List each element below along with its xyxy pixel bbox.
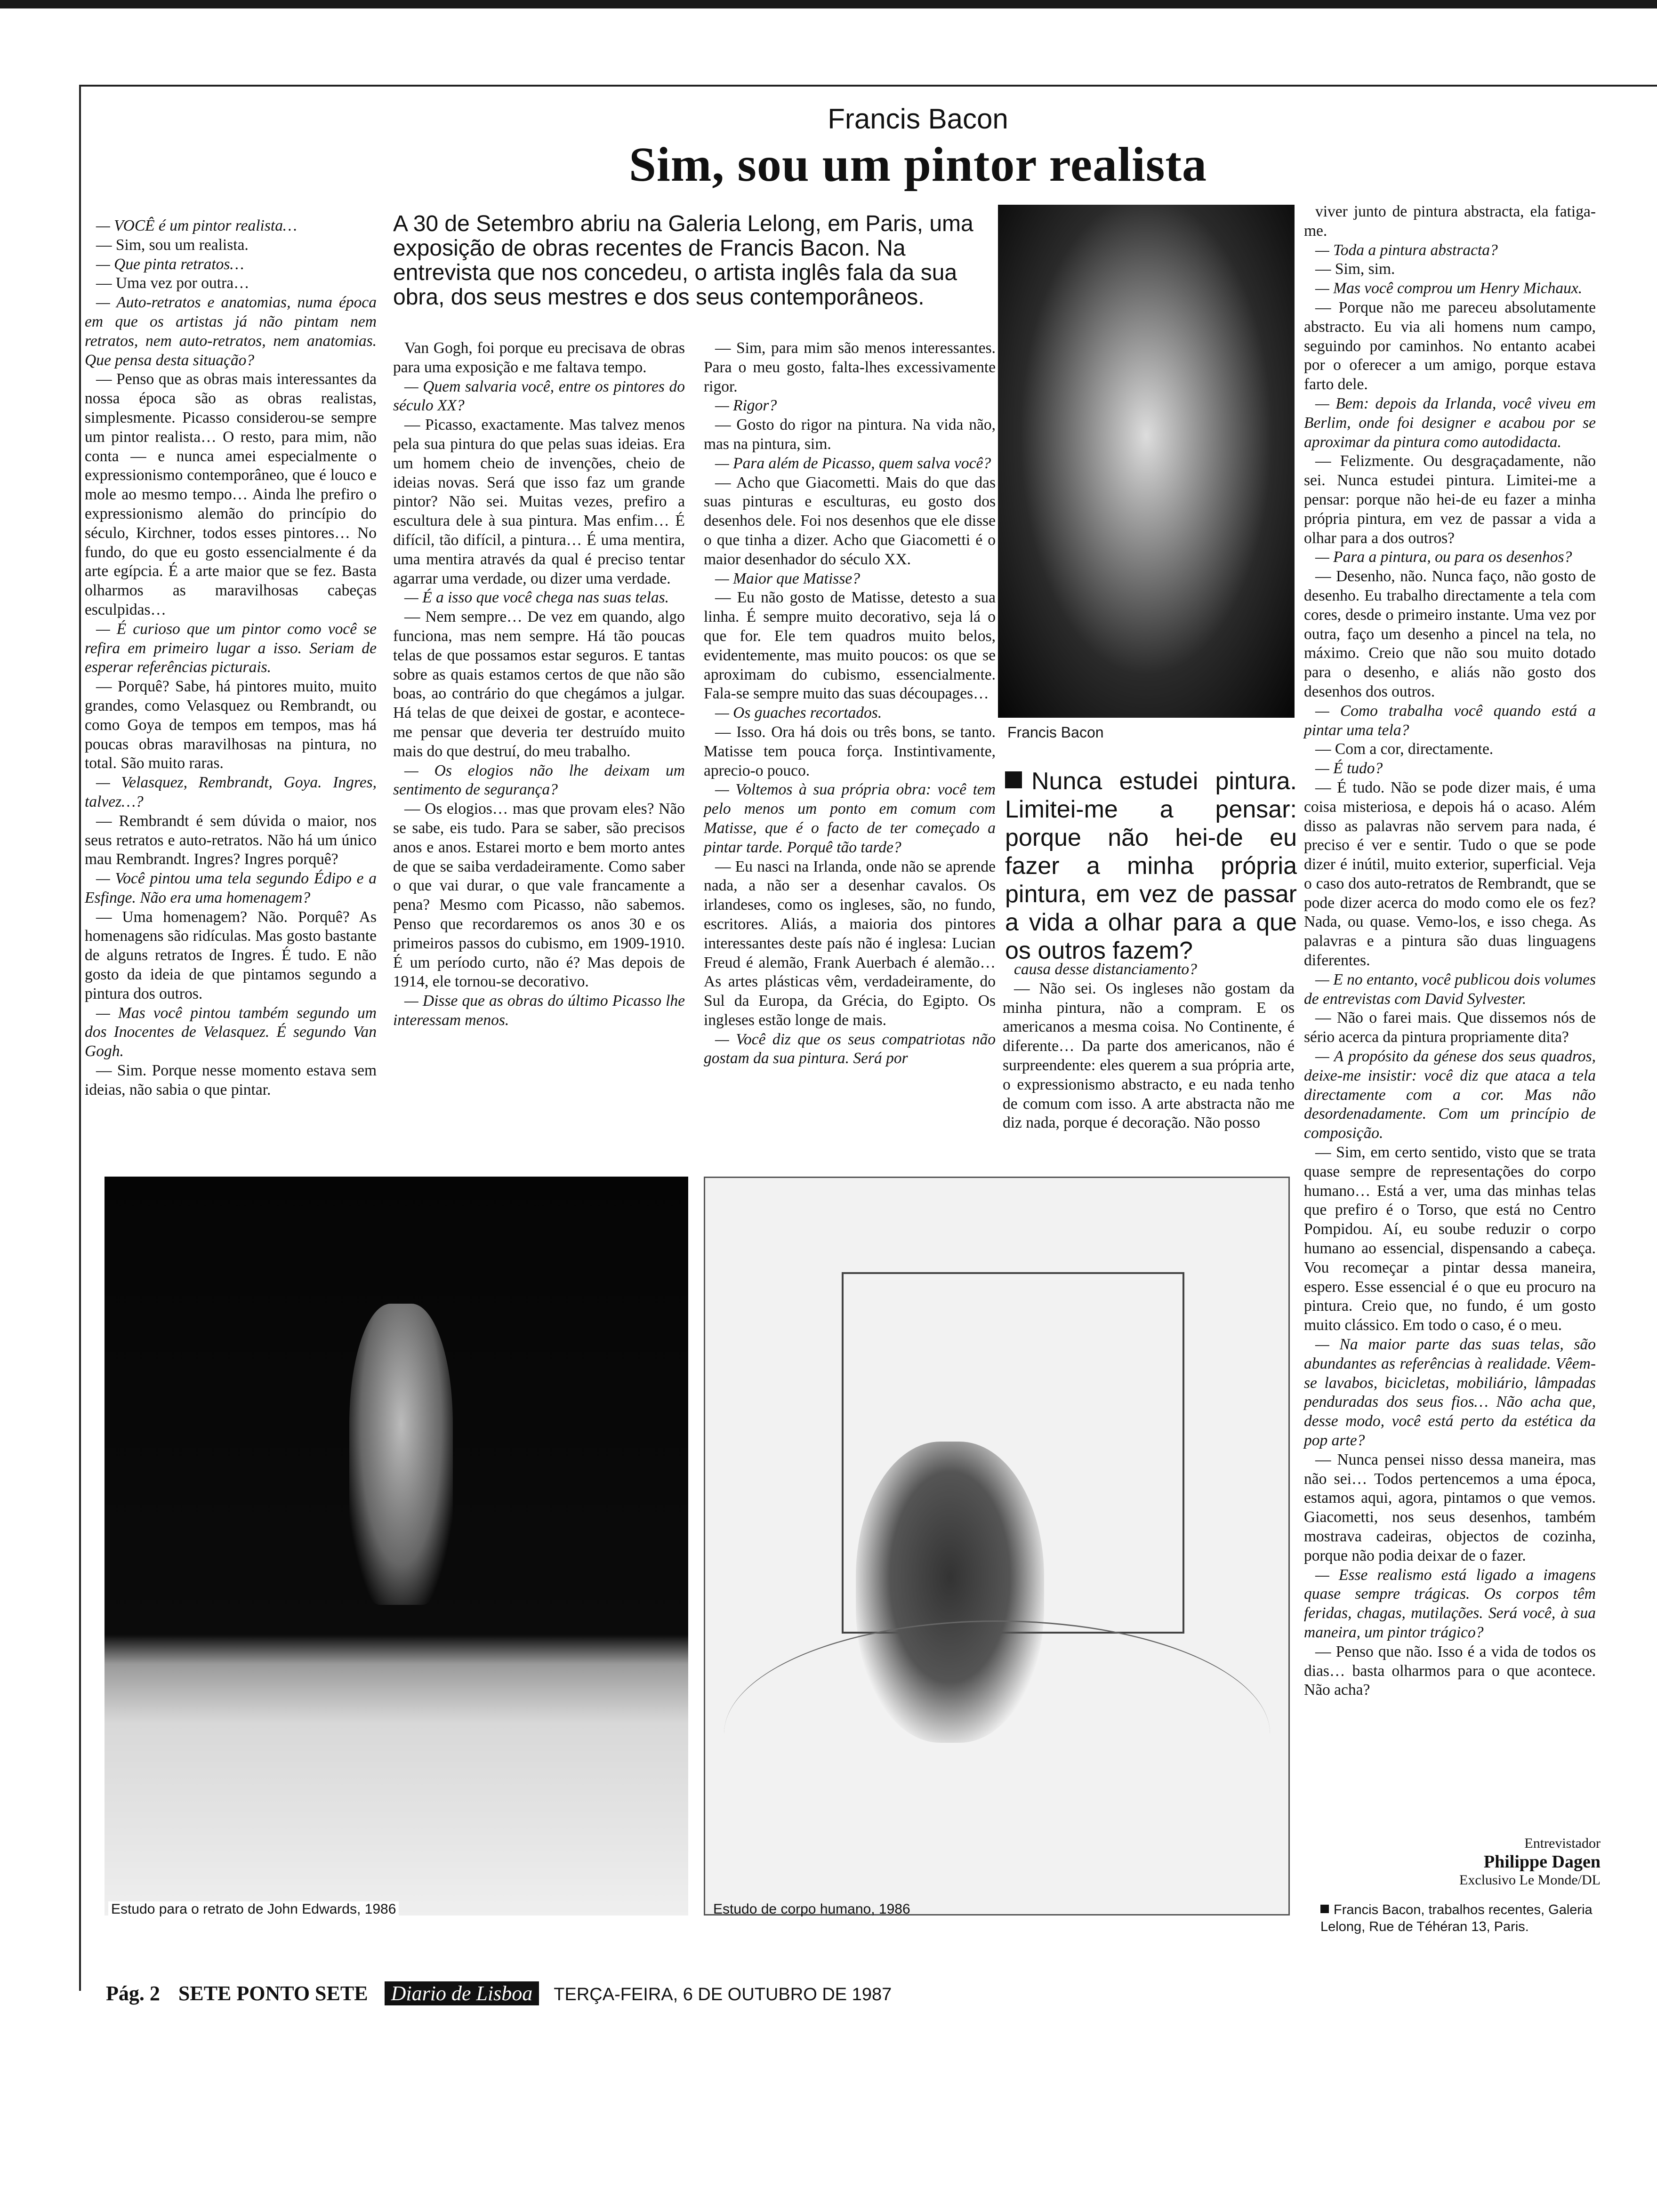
- credit-role: Entrevistador: [1524, 1835, 1601, 1851]
- credit-square-icon: [1320, 1905, 1329, 1913]
- paragraph: — Como trabalha você quando está a pintar uma tela?: [1304, 702, 1596, 739]
- paragraph: — Voltemos à sua própria obra: você tem pelo menos um ponto em comum com Matisse, que é o facto de ter começado a pintar tarde. Porquê tão tarde?: [704, 781, 996, 856]
- paragraph: — Toda a pintura abstracta?: [1315, 241, 1498, 259]
- newspaper-logo: Diario de Lisboa: [385, 1981, 539, 2005]
- top-rule: [0, 0, 1657, 8]
- issue-date: TERÇA-FEIRA, 6 DE OUTUBRO DE 1987: [554, 1985, 892, 2004]
- paragraph: — Não sei. Os ingleses não gostam da minha pintura, não a compram. E os americanos a mesma coisa. No Continente, é diferente… Da parte dos americanos, não é surpreendente: eles querem a sua própria arte, o expressionismo abstracto, e eu nada tenho de comum com isso. A arte abstracta não me diz nada, porque é decoração. Não posso: [1003, 979, 1295, 1132]
- photo-credit-text: Francis Bacon, trabalhos recentes, Galeria Lelong, Rue de Téhéran 13, Paris.: [1320, 1902, 1593, 1934]
- left-image-caption: Estudo para o retrato de John Edwards, 1986: [108, 1901, 399, 1917]
- page-footer: [106, 1981, 953, 2005]
- paragraph: — Mas você pintou também segundo um dos Inocentes de Velasquez. É segundo Van Gogh.: [85, 1004, 377, 1060]
- paragraph: — Você diz que os seus compatriotas não gostam da sua pintura. Será por: [704, 1030, 996, 1067]
- paragraph: — Sim, sou um realista.: [96, 236, 249, 254]
- paragraph: — Penso que as obras mais interessantes da nossa época são as obras realistas, simplesmente. Picasso considerou-se sempre um pintor realista… O resto, para mim, não conta — e nunca amei especialmente o expressionismo contemporâneo, que é louco e mole ao mesmo tempo… Ainda lhe prefiro o expressionismo alemão do princípio do século, Kirchner, todos esses pintores… No fundo, do que eu gosto essencialmente é da arte egípcia. É a arte maior que se fez. Basta olharmos as maravilhosas cabeças esculpidas…: [85, 370, 377, 618]
- interview-credit: [1318, 1835, 1601, 1888]
- credit-exclusive: Exclusivo Le Monde/DL: [1459, 1872, 1601, 1888]
- paragraph: — Quem salvaria você, entre os pintores do século XX?: [393, 377, 685, 415]
- section-name: SETE PONTO SETE: [178, 1982, 368, 2005]
- paragraph: — Que pinta retratos…: [96, 255, 244, 273]
- text-column-3: [704, 339, 996, 1068]
- paragraph: — Disse que as obras do último Picasso lhe interessam menos.: [393, 992, 685, 1029]
- article-kicker: Francis Bacon: [828, 103, 1008, 135]
- portrait-caption: Francis Bacon: [1007, 724, 1104, 741]
- paragraph: — Para além de Picasso, quem salva você?: [715, 454, 991, 472]
- paragraph: — E no entanto, você publicou dois volumes de entrevistas com David Sylvester.: [1304, 970, 1596, 1008]
- text-column-4: [1003, 960, 1295, 1133]
- paragraph: — Auto-retratos e anatomias, numa época em que os artistas já não pintam nem retratos, nem auto-retratos, nem anatomias. Que pensa desta situação?: [85, 294, 377, 369]
- pull-quote: [1005, 767, 1297, 965]
- paragraph: — Não o farei mais. Que dissemos nós de sério acerca da pintura propriamente dita?: [1304, 1009, 1596, 1046]
- paragraph: — Isso. Ora há dois ou três bons, se tanto. Matisse tem pouca força. Instintivamente, aprecio-o pouco.: [704, 723, 996, 779]
- paragraph: — É tudo. Não se pode dizer mais, é uma coisa misteriosa, e depois há o acaso. Além disso as palavras não servem para nada, é preciso é ver e sentir. Tudo o que se pode dizer é inútil, muito exterior, superficial. Veja o caso dos auto-retratos de Rembrandt, que se pode dizer acerca do modo como ele os fez? Nada, ou quase. Vemo-los, e isso chega. As palavras e a pintura são duas linguagens diferentes.: [1304, 778, 1596, 970]
- paragraph: — Os guaches recortados.: [715, 704, 882, 722]
- article-headline: Sim, sou um pintor realista: [629, 137, 1207, 192]
- painting-floor: [724, 1620, 1270, 1848]
- paragraph: — Sim. Porque nesse momento estava sem ideias, não sabia o que pintar.: [85, 1062, 377, 1098]
- paragraph: — Uma homenagem? Não. Porquê? As homenagens são ridículas. Mas gosto bastante de alguns retratos de Ingres. É tudo. E não gosto da ideia de que pintamos segundo a pintura dos outros.: [85, 908, 377, 1002]
- paragraph: — Porquê? Sabe, há pintores muito, muito grandes, como Velasquez ou Rembrandt, ou como Goya de tempos em tempos, mas há poucas obras maravilhosas na pintura, no total. São muito raras.: [85, 678, 377, 772]
- paragraph: — Os elogios… mas que provam eles? Não se sabe, eis tudo. Para se saber, são precisos anos e anos. Estarei morto e bem morto antes de que se saiba verdadeiramente. Como saber o que vai durar, o que vale francamente a pena? Mesmo com Picasso, não sabemos. Penso que recordaremos os anos 30 e os primeiros passos do cubismo, em 1909-1910. É um período curto, não é? Mas depois de 1914, ele tornou-se decorativo.: [393, 800, 685, 991]
- paragraph: — Acho que Giacometti. Mais do que das suas pinturas e esculturas, eu gosto dos desenhos dele. Foi nos desenhos que ele disse o que tinha a dizer. Acho que Giacometti é o maior desenhador do século XX.: [704, 473, 996, 568]
- paragraph: — Maior que Matisse?: [715, 569, 860, 587]
- paragraph: — Na maior parte das suas telas, são abundantes as referências à realidade. Vêem-se lavabos, bicicletas, mobiliário, lâmpadas penduradas dos seus fios… Não acha que, desse modo, você está perto da estética da pop arte?: [1304, 1336, 1596, 1449]
- right-image-caption: Estudo de corpo humano, 1986: [713, 1901, 910, 1917]
- page-number: Pág. 2: [106, 1982, 160, 2005]
- paragraph: — Eu não gosto de Matisse, detesto a sua linha. É sempre muito decorativo, seja lá o que for. Ele tem quadros muito belos, evidentemente, mas muito poucos: os que se aproximam do cubismo, essencialmente. Fala-se sempre muito das suas découpages…: [704, 589, 996, 703]
- paragraph: Van Gogh, foi porque eu precisava de obras para uma exposição e me faltava tempo.: [393, 339, 685, 376]
- paragraph: — Uma vez por outra…: [96, 274, 249, 292]
- paragraph: — Sim, sim.: [1315, 260, 1395, 278]
- painting-photo-right: [704, 1177, 1290, 1915]
- paragraph: — Esse realismo está ligado a imagens quase sempre trágicas. Os corpos têm feridas, chagas, mutilações. Será você, à sua maneira, um pintor trágico?: [1304, 1566, 1596, 1641]
- paragraph: — É a isso que você chega nas suas telas.: [404, 589, 669, 607]
- paragraph: — Você pintou uma tela segundo Édipo e a Esfinge. Não era uma homenagem?: [85, 870, 377, 906]
- portrait-photo: [998, 205, 1295, 718]
- paragraph: — Com a cor, directamente.: [1315, 740, 1494, 758]
- paragraph: — Os elogios não lhe deixam um sentimento de segurança?: [393, 761, 685, 799]
- paragraph: — Mas você comprou um Henry Michaux.: [1315, 280, 1583, 297]
- paragraph: — Picasso, exactamente. Mas talvez menos pela sua pintura do que pelas suas ideias. Era um homem cheio de invenções, cheio de ideias novas. Será que isso faz um grande pintor? Não sei. Muitas vezes, prefiro a escultura dele à sua pintura. Mas enfim… É difícil, tão difícil, a pintura… É uma mentira, uma mentira através da qual é preciso tentar agarrar uma verdade, ou dizer uma verdade.: [393, 416, 685, 587]
- pull-quote-text: Nunca estudei pintura. Limitei-me a pensar: porque não hei-de eu fazer a minha própria pintura, em vez de passar a vida a olhar para a que os outros fazem?: [1005, 768, 1297, 964]
- paragraph: — Sim, em certo sentido, visto que se trata quase sempre de representações do corpo humano… Está a ver, uma das minhas telas que prefiro é o Torso, que está no Centro Pompidou. Aí, eu soube reduzir o corpo humano ao essencial, dispensando a cabeça. Vou recomeçar a pintar dessa maneira, espero. Esse essencial é o que eu procuro na pintura. Creio que, no fundo, é um gosto muito clássico. Em todo o caso, é o meu.: [1304, 1144, 1596, 1334]
- paragraph: — A propósito da génese dos seus quadros, deixe-me insistir: você diz que ataca a tela directamente com a cor. Mas não desordenadamente. Com um princípio de composição.: [1304, 1048, 1596, 1142]
- paragraph: — VOCÊ é um pintor realista…: [96, 217, 297, 234]
- painting-photo-left: [105, 1177, 688, 1915]
- paragraph: — Eu nasci na Irlanda, onde não se aprende nada, a não ser a desenhar cavalos. Os irlandeses, como os ingleses, são, no fundo, escritores. Aliás, a maioria dos pintores interessantes deste país não é inglesa: Lucian Freud é alemão, Frank Auerbach é alemão… As artes plásticas vêm, verdadeiramente, do Sul da Europa, da Grécia, do Egipto. Os ingleses estão longe de mais.: [704, 858, 996, 1029]
- paragraph: — Desenho, não. Nunca faço, não gosto de desenho. Eu trabalho directamente a tela com cores, desde o primeiro instante. Uma vez por outra, faço um desenho a pincel na tela, no máximo. Creio que não sou muito dotado para o desenho, e aliás não gosto dos desenhos dos outros.: [1304, 568, 1596, 700]
- paragraph: — Porque não me pareceu absolutamente abstracto. Eu via ali homens num campo, seguindo por caminhos. No entanto acabei por o oferecer a um amigo, porque estava farto dele.: [1304, 298, 1596, 393]
- credit-name: Philippe Dagen: [1483, 1852, 1601, 1872]
- text-column-1: [85, 216, 377, 1100]
- paragraph: — Rigor?: [715, 397, 777, 415]
- paragraph: — É tudo?: [1315, 760, 1383, 777]
- pull-quote-square-icon: [1005, 771, 1022, 788]
- text-column-5: [1304, 202, 1596, 1700]
- paragraph: — Gosto do rigor na pintura. Na vida não, mas na pintura, sim.: [704, 416, 996, 453]
- paragraph: — Rembrandt é sem dúvida o maior, nos seus retratos e auto-retratos. Não há um único mau Rembrandt. Ingres? Ingres porquê?: [85, 812, 377, 868]
- paragraph: — Penso que não. Isso é a vida de todos os dias… basta olharmos para o que acontece. Não acha?: [1304, 1643, 1596, 1699]
- paragraph: — Velasquez, Rembrandt, Goya. Ingres, talvez…?: [85, 774, 377, 810]
- paragraph: — É curioso que um pintor como você se refira em primeiro lugar a isso. Seriam de esperar referências picturais.: [85, 620, 377, 676]
- photo-credit: [1320, 1901, 1603, 1935]
- paragraph: — Sim, para mim são menos interessantes. Para o meu gosto, falta-lhes excessivamente rigor.: [704, 339, 996, 395]
- paragraph: — Para a pintura, ou para os desenhos?: [1315, 548, 1572, 566]
- paragraph: — Nem sempre… De vez em quando, algo funciona, mas nem sempre. Há tão poucas telas de que possamos estar seguros. E tantas sobre as quais estamos certos de que não são boas, ao contrário do que chegámos a julgar. Há telas de que deixei de gostar, e acontece-me pensar que deveria ter destruído muito mais do que destruí, do meu trabalho.: [393, 608, 685, 760]
- paragraph: — Felizmente. Ou desgraçadamente, não sei. Nunca estudei pintura. Limitei-me a pensar: porque não hei-de eu fazer a minha própria pintura, em vez de passar a vida a olhar para a dos outros?: [1304, 452, 1596, 547]
- paragraph: — Bem: depois da Irlanda, você viveu em Berlim, onde foi designer e acabou por se aproximar da pintura como autodidacta.: [1304, 394, 1596, 451]
- paragraph: causa desse distanciamento?: [1014, 961, 1197, 978]
- text-column-2: [393, 339, 685, 1030]
- article-standfirst: A 30 de Setembro abriu na Galeria Lelong, em Paris, uma exposição de obras recentes de Francis Bacon. Na entrevista que nos concedeu, o artista inglês fala da sua obra, dos seus mestres e dos seus contemporâneos.: [393, 211, 973, 310]
- paragraph: viver junto de pintura abstracta, ela fatiga-me.: [1304, 203, 1596, 240]
- paragraph: — Nunca pensei nisso dessa maneira, mas não sei… Todos pertencemos a uma época, estamos aqui, agora, pintamos o que vemos. Giacometti, nos seus desenhos, também mostrava cadeiras, objectos de cozinha, porque não podia deixar de o fazer.: [1304, 1451, 1596, 1564]
- painting-figure: [349, 1304, 453, 1605]
